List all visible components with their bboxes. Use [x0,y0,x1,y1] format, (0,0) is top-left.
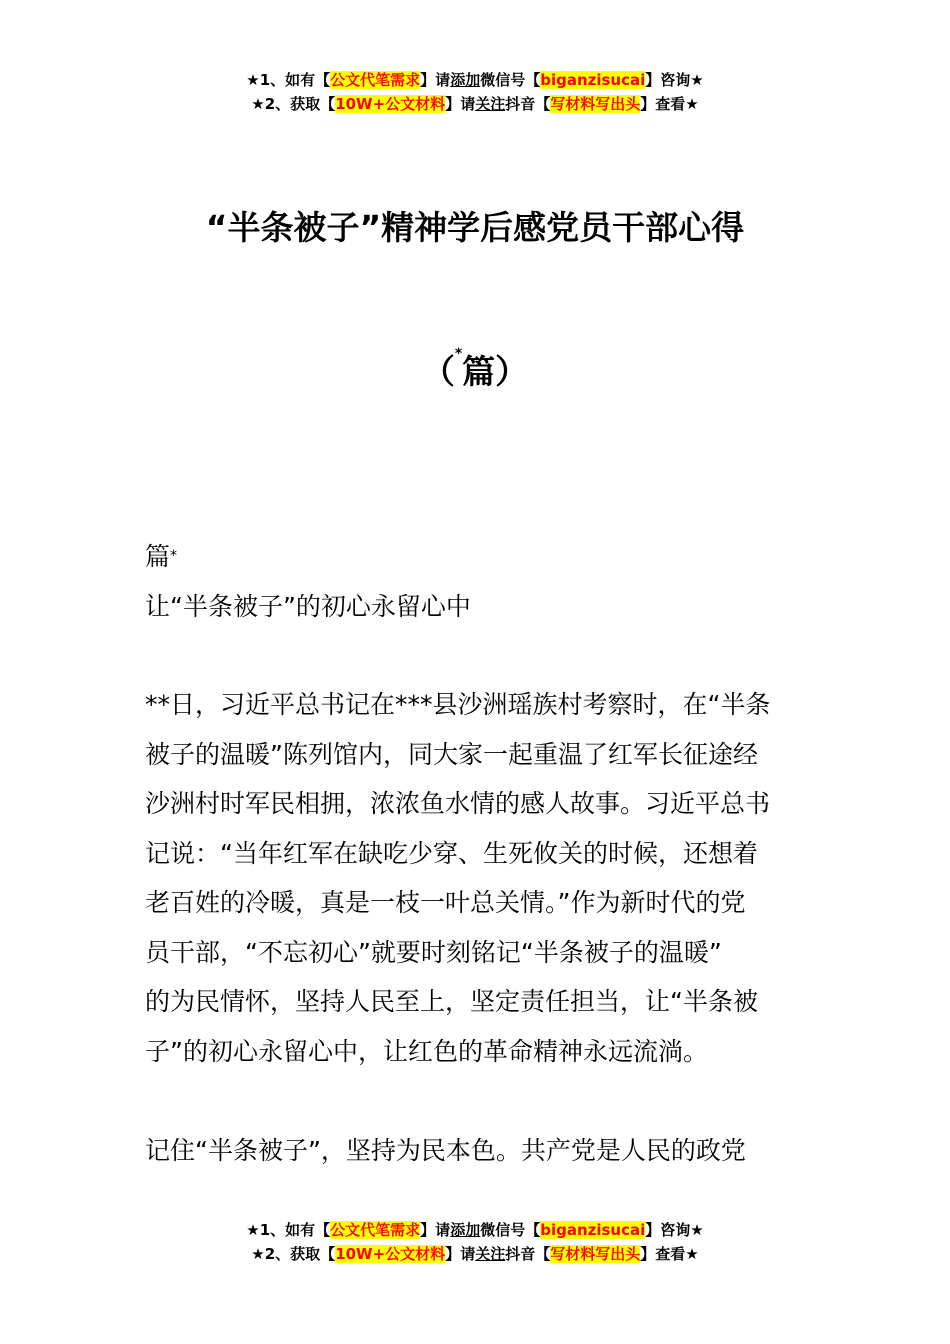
banner-highlight: 10W+公文材料 [335,95,446,113]
banner-text: 微信号【 [480,1221,541,1239]
banner-highlight: biganzisucai [540,71,646,89]
paragraph-line: 记说：“当年红军在缺吃少穿、生死攸关的时候，还想着 [145,838,758,868]
paragraph-line: 员干部，“不忘初心”就要时刻铭记“半条被子的温暖” [145,937,722,967]
banner-highlight: 写材料写出头 [550,1245,641,1263]
paragraph-line: 记住“半条被子”，坚持为民本色。共产党是人民的政党 [145,1136,746,1165]
banner-underline: 添加 [450,71,481,89]
banner-line-1 [0,68,950,92]
banner-underline: 关注 [475,95,506,113]
banner-text: 】请 [420,71,451,89]
banner-line-2 [0,92,950,116]
banner-text: 】请 [420,1221,451,1239]
banner-text: 】咨询★ [645,1221,704,1239]
banner-line-1 [0,1218,950,1242]
bottom-banner [0,1218,950,1266]
paragraph-line: **日，习近平总书记在***县沙洲瑶族村考察时，在“半条 [145,690,771,719]
banner-underline: 添加 [450,1221,481,1239]
section-label-star: * [170,548,178,564]
banner-highlight: biganzisucai [540,1221,646,1239]
paragraph-1 [145,680,810,1076]
banner-text: ★2、获取【 [251,95,336,113]
banner-text: 】查看★ [640,95,699,113]
banner-highlight: 公文代笔需求 [330,71,421,89]
section-label [145,532,810,582]
banner-text: ★1、如有【 [246,1221,331,1239]
banner-highlight: 公文代笔需求 [330,1221,421,1239]
banner-text: 】请 [445,95,476,113]
document-subtitle [0,346,950,393]
paragraph-line: 的为民情怀，坚持人民至上，坚定责任担当，让“半条被 [145,987,758,1016]
banner-highlight: 写材料写出头 [550,95,641,113]
banner-text: 】咨询★ [645,71,704,89]
paragraph-line: 被子的温暖”陈列馆内，同大家一起重温了红军长征途经 [145,739,758,769]
banner-text: ★1、如有【 [246,71,331,89]
subtitle-rest: 篇） [462,352,529,391]
document-title: “半条被子”精神学后感党员干部心得 [205,208,745,247]
section-label-text: 篇 [145,542,171,571]
subtitle-star: * [454,346,463,362]
banner-underline: 关注 [475,1245,506,1263]
subtitle-open: （ [421,352,455,391]
banner-text: ★2、获取【 [251,1245,336,1263]
paragraph-line: 老百姓的冷暖，真是一枝一叶总关情。”作为新时代的党 [145,888,746,917]
banner-text: 抖音【 [505,95,551,113]
section-heading: 让“半条被子”的初心永留心中 [145,591,471,621]
paragraph-line: 子”的初心永留心中，让红色的革命精神永远流淌。 [145,1036,708,1066]
paragraph-line: 沙洲村时军民相拥，浓浓鱼水情的感人故事。习近平总书 [145,789,771,818]
banner-text: 微信号【 [480,71,541,89]
paragraph-2 [145,1126,810,1176]
section-header [145,532,810,631]
banner-highlight: 10W+公文材料 [335,1245,446,1263]
banner-line-2 [0,1242,950,1266]
top-banner [0,68,950,116]
banner-text: 】请 [445,1245,476,1263]
banner-text: 】查看★ [640,1245,699,1263]
banner-text: 抖音【 [505,1245,551,1263]
